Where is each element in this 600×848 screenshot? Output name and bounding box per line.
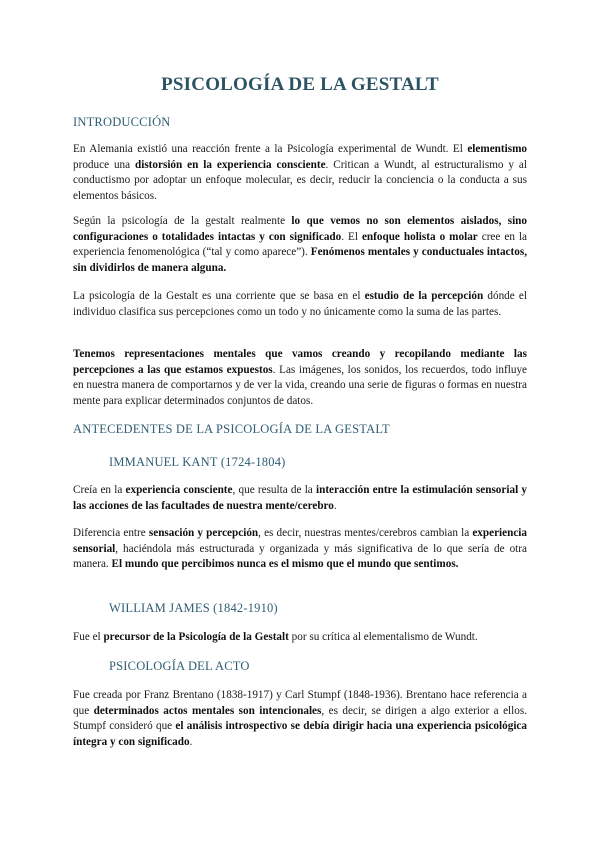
text: . [333, 499, 337, 512]
bold-text: el análisis introspectivo se debía dirigir hacia una experiencia psicológica íntegra y con significado [73, 720, 527, 748]
bold-text: Tenemos representaciones mentales que vamos creando y recopilando mediante las percepciones a las que estamos expuestos [73, 348, 527, 376]
text: La psicología de la Gestalt es una corriente que se basa en el [73, 290, 365, 302]
kant-paragraph-2 [73, 526, 527, 573]
bold-text: estudio de la percepción [364, 290, 484, 302]
intro-paragraph-2 [73, 214, 527, 276]
text: Según la psicología de la gestalt realmente [73, 215, 292, 227]
bold-text: experiencia consciente [125, 484, 233, 496]
bold-text: lo que vemos no son elementos aislados, sino configuraciones o totalidades intactas y con significado [73, 215, 527, 243]
intro-paragraph-3 [73, 289, 527, 320]
bold-text: enfoque holista o molar [361, 230, 478, 243]
text: Fue creada por Franz Brentano (1838-1917) y Carl Stumpf (1848-1936). Brentano hace referencia a que [73, 689, 527, 717]
bold-text: interacción entre la estimulación sensorial y las acciones de las facultades de nuestra mente/cerebro [73, 484, 527, 512]
text: . Critican a Wundt, al estructuralismo y al conductismo por adoptar un enfoque molecular, es decir, reducir la conciencia o la conducta a sus elementos básicos. [73, 158, 527, 202]
text: Creía en la [73, 484, 126, 496]
text: , es decir, se dirigen a algo exterior a ellos. Stumpf consideró que [73, 704, 527, 733]
james-paragraph-1 [73, 630, 527, 646]
text: , es decir, nuestras mentes/cerebros cambian la [258, 527, 473, 539]
text: cree en la experiencia fenomenológica (“tal y como aparece”). [73, 230, 527, 259]
bold-text: determinados actos mentales son intencionales [93, 704, 322, 717]
bold-text: Fenómenos mentales y conductuales intactos, sin dividirlos de manera alguna. [73, 246, 527, 274]
bold-text: distorsión en la experiencia consciente [135, 158, 326, 171]
bold-text: El mundo que percibimos nunca es el mismo que el mundo que sentimos. [111, 558, 459, 571]
subsection-heading-james: WILLIAM JAMES (1842-1910) [109, 601, 278, 615]
page-title: PSICOLOGÍA DE LA GESTALT [161, 74, 439, 95]
intro-paragraph-1 [73, 142, 527, 204]
text: . [189, 735, 193, 748]
kant-paragraph-1 [73, 483, 527, 514]
acto-paragraph-1 [73, 688, 527, 750]
text: dónde el individuo clasifica sus percepciones como un todo y no únicamente como la suma de las partes. [73, 290, 527, 318]
text: , haciéndola más estructurada y organizada y más significativa de lo que sería de otra manera. [73, 542, 527, 571]
text: Fue el [73, 631, 104, 643]
section-heading-antecedentes: ANTECEDENTES DE LA PSICOLOGÍA DE LA GESTALT [73, 422, 390, 436]
text: . El [341, 230, 362, 243]
text: por su crítica al elementalismo de Wundt. [288, 631, 478, 643]
text: Diferencia entre [73, 527, 149, 539]
text: produce una [73, 158, 135, 171]
subsection-heading-kant: IMMANUEL KANT (1724-1804) [109, 455, 286, 469]
bold-text: sensación y percepción [148, 527, 259, 539]
bold-text: elementismo [467, 143, 527, 155]
bold-text: precursor de la Psicología de la Gestalt [103, 631, 289, 643]
subsection-heading-acto: PSICOLOGÍA DEL ACTO [109, 659, 250, 673]
intro-paragraph-4 [73, 347, 527, 409]
text: , que resulta de la [232, 484, 316, 496]
text: . Las imágenes, los sonidos, los recuerdos, todo influye en nuestra manera de comportarnos y de ver la vida, creando una serie de figuras o formas en nuestra mente para explicar determinados conjuntos de datos. [73, 363, 528, 407]
text: En Alemania existió una reacción frente a la Psicología experimental de Wundt. El [73, 143, 468, 155]
bold-text: experiencia sensorial [73, 527, 528, 555]
section-heading-introduccion: INTRODUCCIÓN [73, 115, 171, 129]
